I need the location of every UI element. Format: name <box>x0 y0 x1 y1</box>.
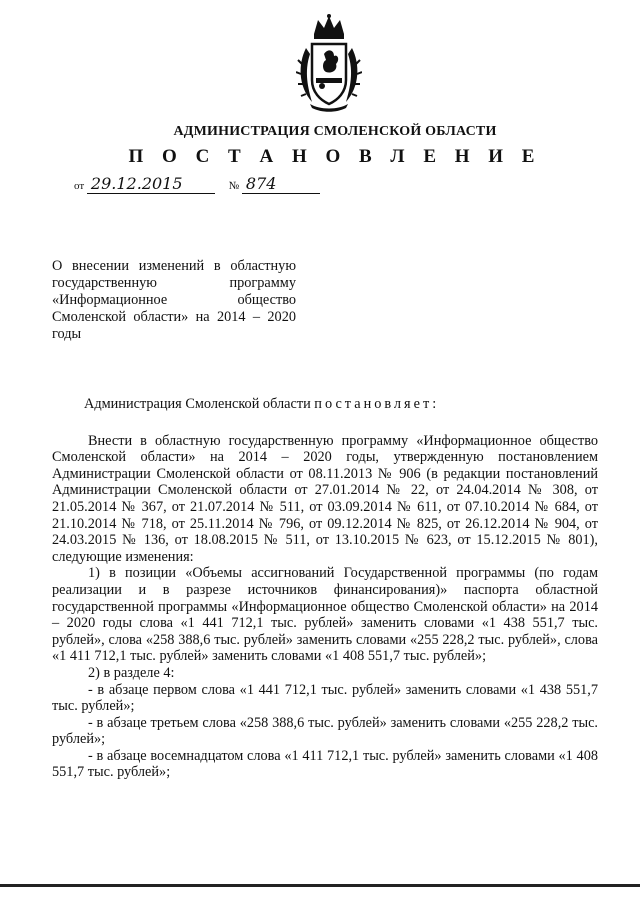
item-2a: - в абзаце первом слова «1 441 712,1 тыс. рублей» заменить словами «1 438 551,7 тыс. рублей»; <box>52 681 598 715</box>
handwritten-date: 29.12.2015 <box>87 174 215 194</box>
item-2c: - в абзаце восемнадцатом слова «1 411 712,1 тыс. рублей» заменить словами «1 408 551,7 тыс. рублей»; <box>52 747 598 781</box>
item-2b: - в абзаце третьем слова «258 388,6 тыс. рублей» заменить словами «255 228,2 тыс. рублей»; <box>52 714 598 748</box>
decree-line <box>52 396 598 413</box>
decree-lead: Администрация Смоленской области <box>84 396 315 412</box>
document-body <box>52 396 598 781</box>
item-2: 2) в разделе 4: <box>88 664 175 681</box>
scan-edge-divider <box>0 884 640 887</box>
document-type-title: П О С Т А Н О В Л Е Н И Е <box>128 146 542 167</box>
item-1: 1) в позиции «Объемы ассигнований Государственной программы (по годам реализации и в разрезе источников финансирования)» паспорта областной государственной программы «Информационное общество Смоленской области» на 2014 – 2020 годы слова «1 441 712,1 тыс. рублей» заменить словами «1 438 551,7 тыс. рублей», слова «258 388,6 тыс. рублей» заменить словами «255 228,2 тыс. рублей», слова «1 411 712,1 тыс. рублей» заменить словами «1 408 551,7 тыс. рублей»; <box>52 565 598 665</box>
decree-word: постановляет: <box>314 396 440 412</box>
document-subject: О внесении изменений в областную государственную программу «Информационное общество Смоленской области» на 2014 – 2020 годы <box>52 258 296 342</box>
coat-of-arms-icon <box>296 14 362 114</box>
organization-name: АДМИНИСТРАЦИЯ СМОЛЕНСКОЙ ОБЛАСТИ <box>173 124 497 139</box>
date-prefix: от <box>74 180 85 192</box>
handwritten-number: 874 <box>242 174 320 194</box>
number-prefix: № <box>228 180 240 192</box>
intro-paragraph: Внести в областную государственную программу «Информационное общество Смоленской области» на 2014 – 2020 годы, утвержденную постановлением Администрации Смоленской области от 08.11.2013 № 906 (в редакции постановлений Администрации Смоленской области от 27.01.2014 № 22, от 24.04.2014 № 308, от 21.05.2014 № 367, от 21.07.2014 № 511, от 03.09.2014 № 611, от 07.10.2014 № 684, от 21.10.2014 № 718, от 25.11.2014 № 796, от 09.12.2014 № 825, от 26.12.2014 № 904, от 24.03.2015 № 136, от 18.08.2015 № 511, от 13.10.2015 № 623, от 15.12.2015 № 801), следующие изменения: <box>52 432 598 565</box>
date-number-line <box>74 174 320 194</box>
